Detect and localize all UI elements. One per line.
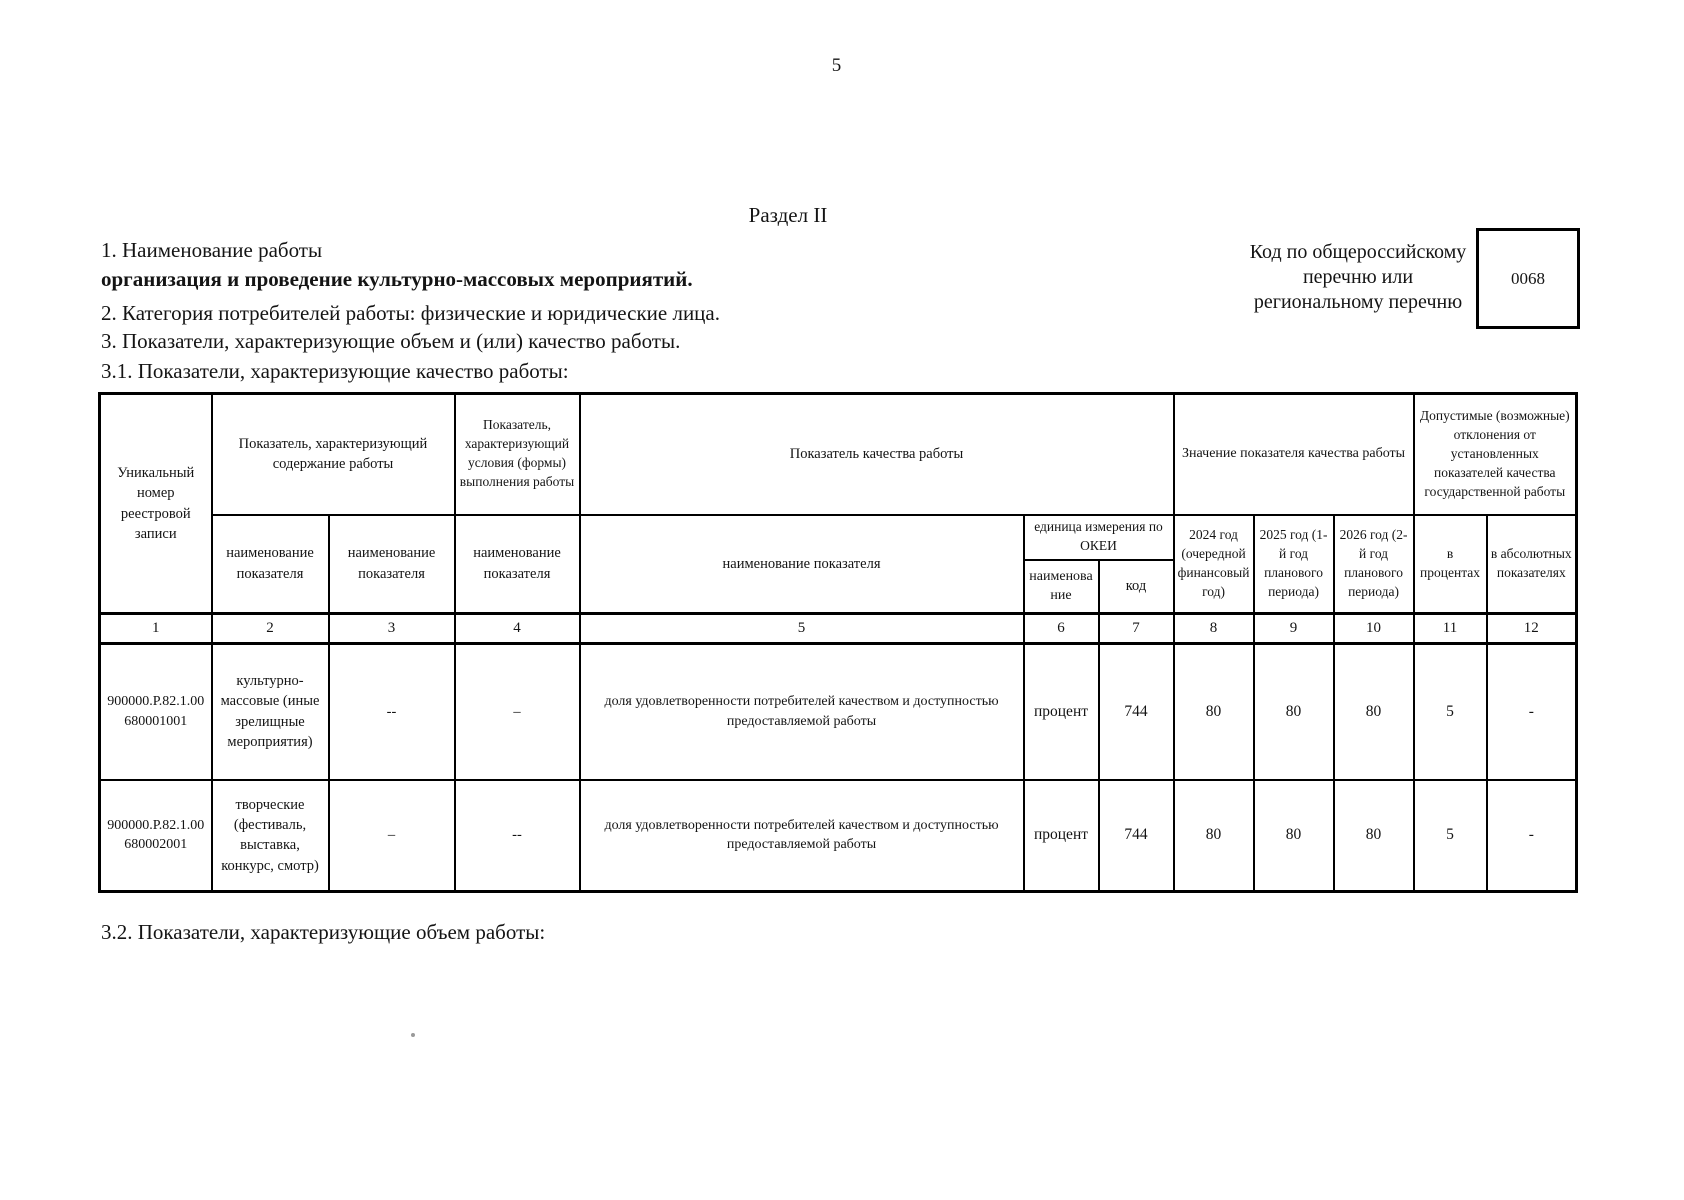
code-box-label-line2: перечню или bbox=[1302, 266, 1414, 289]
column-numbers-row bbox=[100, 614, 1577, 644]
indicators-line: 3. Показатели, характеризующие объем и (или) качество работы. bbox=[101, 329, 681, 353]
deviation-absolute-cell: - bbox=[1487, 780, 1577, 892]
unit-code-cell: 744 bbox=[1099, 644, 1174, 780]
header-unit-group: единица измерения по ОКЕИ bbox=[1024, 515, 1174, 560]
work-content-cell: творческие (фестиваль, выставка, конкурс, смотр) bbox=[212, 780, 329, 892]
column-number-3: 3 bbox=[329, 614, 455, 644]
work-name-label: 1. Наименование работы bbox=[101, 238, 323, 262]
value-2026-cell: 80 bbox=[1334, 780, 1414, 892]
column-number-10: 10 bbox=[1334, 614, 1414, 644]
header-year-2026: 2026 год (2-й год планового периода) bbox=[1334, 515, 1414, 614]
header-name-sub-2: наименование показателя bbox=[329, 515, 455, 614]
column-number-11: 11 bbox=[1414, 614, 1487, 644]
value-2025-cell: 80 bbox=[1254, 644, 1334, 780]
header-unit-code: код bbox=[1099, 560, 1174, 614]
table-row bbox=[100, 644, 1577, 780]
registry-number-cell: 900000.Р.82.1.00 680001001 bbox=[100, 644, 212, 780]
deviation-absolute-cell: - bbox=[1487, 644, 1577, 780]
unit-name-cell: процент bbox=[1024, 780, 1099, 892]
value-2024-cell: 80 bbox=[1174, 780, 1254, 892]
quality-indicators-table bbox=[98, 392, 1578, 893]
condition-cell-1: – bbox=[329, 780, 455, 892]
column-number-5: 5 bbox=[580, 614, 1024, 644]
condition-cell-2: -- bbox=[455, 780, 580, 892]
header-indicator-name: наименование показателя bbox=[580, 515, 1024, 614]
value-2025-cell: 80 bbox=[1254, 780, 1334, 892]
consumers-category-line: 2. Категория потребителей работы: физические и юридические лица. bbox=[101, 301, 720, 325]
header-unit-name: наименование bbox=[1024, 560, 1099, 614]
table-header-row-1 bbox=[100, 394, 1577, 515]
header-content-group: Показатель, характеризующий содержание работы bbox=[212, 394, 455, 515]
header-registry-number: Уникальный номер реестровой записи bbox=[100, 394, 212, 614]
header-values-group: Значение показателя качества работы bbox=[1174, 394, 1414, 515]
column-number-12: 12 bbox=[1487, 614, 1577, 644]
section-title: Раздел II bbox=[748, 203, 828, 227]
header-deviation-absolute: в абсолютных показателях bbox=[1487, 515, 1577, 614]
scan-artifact-dot bbox=[411, 1033, 415, 1037]
condition-cell-1: -- bbox=[329, 644, 455, 780]
column-number-2: 2 bbox=[212, 614, 329, 644]
condition-cell-2: – bbox=[455, 644, 580, 780]
header-quality-group: Показатель качества работы bbox=[580, 394, 1174, 515]
page-number: 5 bbox=[831, 55, 842, 76]
work-content-cell: культурно-массовые (иные зрелищные мероприятия) bbox=[212, 644, 329, 780]
table-row bbox=[100, 780, 1577, 892]
header-conditions-group: Показатель, характеризующий условия (формы) выполнения работы bbox=[455, 394, 580, 515]
code-box-value: 0068 bbox=[1511, 268, 1545, 288]
deviation-percent-cell: 5 bbox=[1414, 780, 1487, 892]
volume-indicators-heading: 3.2. Показатели, характеризующие объем работы: bbox=[101, 920, 546, 944]
registry-number-cell: 900000.Р.82.1.00 680002001 bbox=[100, 780, 212, 892]
indicator-name-cell: доля удовлетворенности потребителей качеством и доступностью предоставляемой работы bbox=[580, 780, 1024, 892]
column-number-4: 4 bbox=[455, 614, 580, 644]
header-deviation-group: Допустимые (возможные) отклонения от установленных показателей качества государственной работы bbox=[1414, 394, 1577, 515]
code-box-label-line1: Код по общероссийскому bbox=[1249, 241, 1467, 263]
column-number-8: 8 bbox=[1174, 614, 1254, 644]
indicator-name-cell: доля удовлетворенности потребителей качеством и доступностью предоставляемой работы bbox=[580, 644, 1024, 780]
value-2024-cell: 80 bbox=[1174, 644, 1254, 780]
quality-indicators-heading: 3.1. Показатели, характеризующие качество работы: bbox=[101, 359, 569, 383]
header-year-2024: 2024 год (очередной финансовый год) bbox=[1174, 515, 1254, 614]
column-number-6: 6 bbox=[1024, 614, 1099, 644]
column-number-1: 1 bbox=[100, 614, 212, 644]
header-deviation-percent: в процентах bbox=[1414, 515, 1487, 614]
code-box-label bbox=[1243, 240, 1473, 316]
table-header-row-2 bbox=[100, 515, 1577, 560]
column-number-9: 9 bbox=[1254, 614, 1334, 644]
unit-code-cell: 744 bbox=[1099, 780, 1174, 892]
value-2026-cell: 80 bbox=[1334, 644, 1414, 780]
code-box-label-line3: региональному перечню bbox=[1253, 291, 1463, 314]
unit-name-cell: процент bbox=[1024, 644, 1099, 780]
header-name-sub-3: наименование показателя bbox=[455, 515, 580, 614]
header-year-2025: 2025 год (1-й год планового периода) bbox=[1254, 515, 1334, 614]
deviation-percent-cell: 5 bbox=[1414, 644, 1487, 780]
work-name-value: организация и проведение культурно-массовых мероприятий. bbox=[101, 267, 693, 291]
code-box bbox=[1476, 228, 1580, 329]
header-name-sub-1: наименование показателя bbox=[212, 515, 329, 614]
column-number-7: 7 bbox=[1099, 614, 1174, 644]
